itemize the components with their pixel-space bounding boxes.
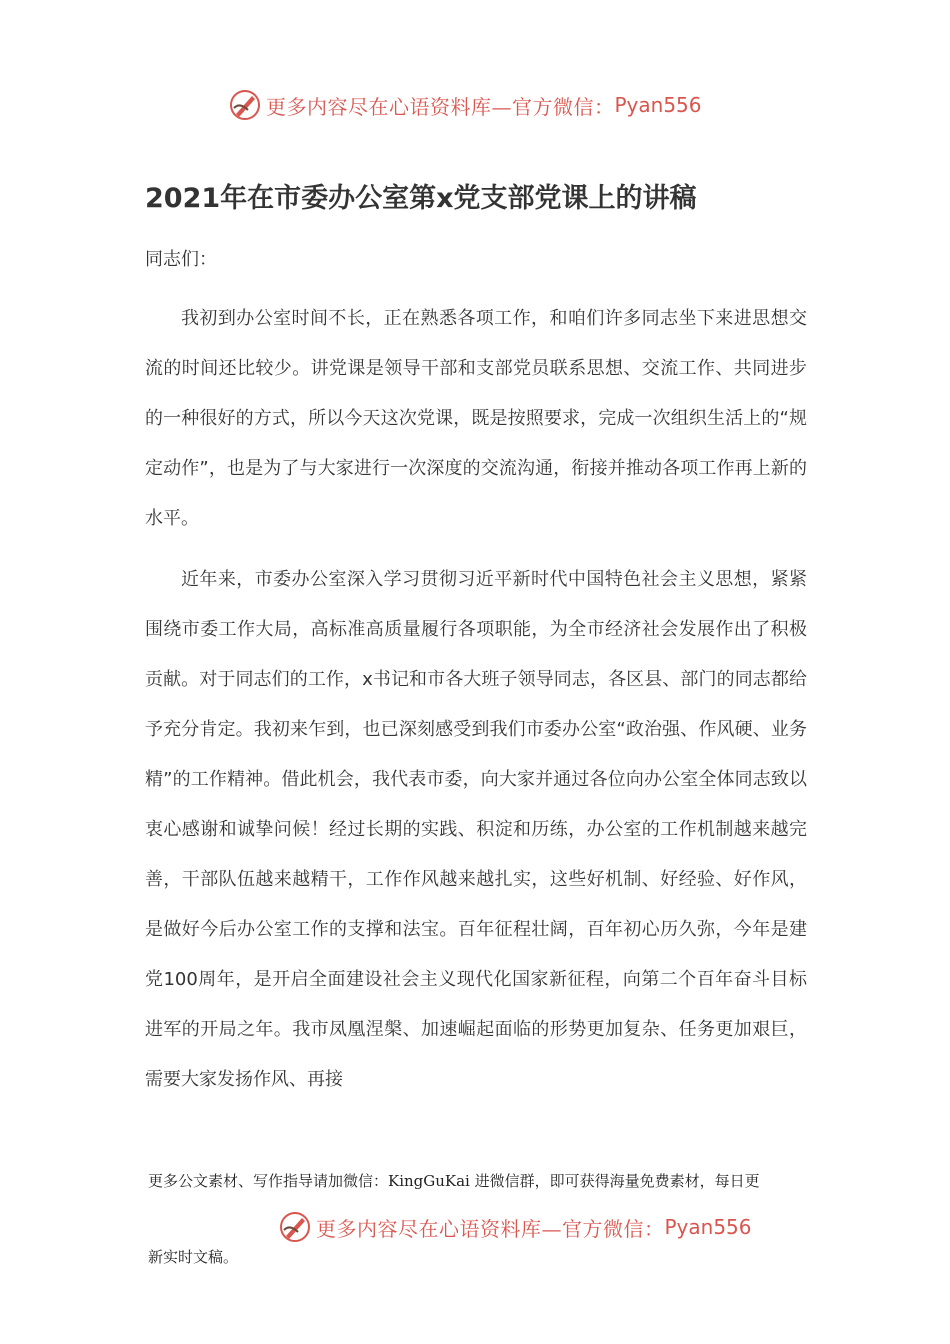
footer-banner-text: 更多内容尽在心语资料库—官方微信： (316, 1216, 665, 1241)
footer-note-line2: 新实时文稿。 (148, 1248, 239, 1266)
footer-banner-wechat-id: Pyan556 (664, 1215, 752, 1239)
header-watermark-banner (0, 85, 950, 125)
salutation: 同志们： (145, 249, 217, 270)
pen-logo-icon (278, 1210, 312, 1244)
paragraph-2: 近年来，市委办公室深入学习贯彻习近平新时代中国特色社会主义思想，紧紧围绕市委工作大局，高标准高质量履行各项职能，为全市经济社会发展作出了积极贡献。对于同志们的工作，x书记和市各大班子领导同志，各区县、部门的同志都给予充分肯定。我初来乍到，也已深刻感受到我们市委办公室“政治强、作风硬、业务精”的工作精神。借此机会，我代表市委，向大家并通过各位向办公室全体同志致以衷心感谢和诚挚问候！经过长期的实践、积淀和历练，办公室的工作机制越来越完善，干部队伍越来越精干，工作作风越来越扎实，这些好机制、好经验、好作风，是做好今后办公室工作的支撑和法宝。百年征程壮阔，百年初心历久弥，今年是建党100周年，是开启全面建设社会主义现代化国家新征程，向第二个百年奋斗目标进军的开局之年。我市凤凰涅槃、加速崛起面临的形势更加复杂、任务更加艰巨，需要大家发扬作风、再接 (145, 569, 807, 1090)
pen-logo-icon (228, 88, 262, 122)
document-title: 2021年在市委办公室第x党支部党课上的讲稿 (145, 183, 697, 214)
paragraph-1: 我初到办公室时间不长，正在熟悉各项工作，和咱们许多同志坐下来进思想交流的时间还比较少。讲党课是领导干部和支部党员联系思想、交流工作、共同进步的一种很好的方式，所以今天这次党课，既是按照要求，完成一次组织生活上的“规定动作”，也是为了与大家进行一次深度的交流沟通，衔接并推动各项工作再上新的水平。 (145, 308, 807, 529)
footer-watermark-banner (0, 1207, 950, 1247)
header-banner-wechat-id: Pyan556 (614, 93, 702, 117)
footer-note-line1: 更多公文素材、写作指导请加微信：KingGuKai 进微信群，即可获得海量免费素材，每日更 (148, 1172, 760, 1190)
header-banner-text: 更多内容尽在心语资料库—官方微信： (266, 94, 615, 119)
